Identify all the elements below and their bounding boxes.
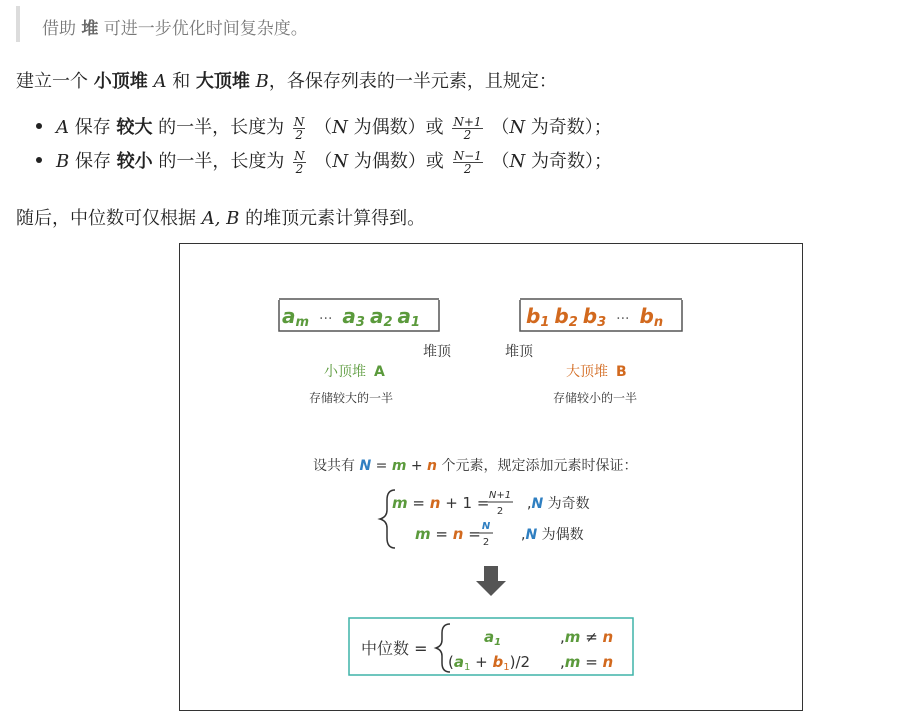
quote-text: 借助 堆 可进一步优化时间复杂度。 bbox=[42, 19, 308, 39]
case-even-frac-den: 2 bbox=[482, 537, 490, 548]
heap-b-elements: b1 b2 b3 ··· bn bbox=[526, 304, 664, 330]
heap-a-top-label: 堆顶 bbox=[423, 344, 451, 360]
bullet-heap-a: A 保存 较大 的一半，长度为 $\frac{N}{2}$ （N 为偶数）或 $\frac{N+1}{2}$ （N 为奇数）； bbox=[56, 114, 612, 142]
case-odd-frac-den: 2 bbox=[496, 506, 504, 517]
heap-a-name: 小顶堆 A bbox=[324, 364, 385, 380]
diagram-svg bbox=[180, 244, 802, 710]
case-odd-cond: ,N 为奇数 bbox=[527, 496, 590, 512]
rule-text: 设共有 N = m + n 个元素，规定添加元素时保证： bbox=[313, 458, 638, 474]
case-odd: m = n + 1 = bbox=[392, 494, 490, 512]
bullet-dot bbox=[36, 123, 42, 129]
case-even-cond: ,N 为偶数 bbox=[521, 527, 584, 543]
median-case-1-value: $a_1$ bbox=[484, 628, 502, 648]
case-even: m = n = bbox=[415, 525, 481, 543]
intro-paragraph: 建立一个 小顶堆 A 和 大顶堆 B，各保存列表的一半元素，且规定： bbox=[16, 71, 557, 92]
closing-paragraph: 随后，中位数可仅根据 A, B 的堆顶元素计算得到。 bbox=[16, 208, 426, 229]
case-odd-frac-num: N+1 bbox=[488, 490, 512, 501]
bullet-heap-b: B 保存 较小 的一半，长度为 $\frac{N}{2}$ （N 为偶数）或 $\frac{N-1}{2}$ （N 为奇数）； bbox=[56, 148, 613, 176]
median-case-1-cond: ,m ≠ n bbox=[560, 628, 614, 646]
heap-b-desc: 存储较小的一半 bbox=[553, 391, 638, 405]
heap-a-elements: am ··· a3 a2 a1 bbox=[282, 304, 421, 330]
median-case-2-value: $(a_1 + b_1)/2$ bbox=[448, 653, 531, 673]
heap-b-name: 大顶堆 B bbox=[566, 364, 627, 380]
case-even-frac-num: N bbox=[481, 521, 491, 532]
down-arrow-icon bbox=[476, 566, 506, 596]
heap-b-top-label: 堆顶 bbox=[505, 344, 533, 360]
tip-quote bbox=[16, 6, 720, 42]
median-label: 中位数 = bbox=[361, 639, 428, 658]
bullet-dot bbox=[36, 157, 42, 163]
median-case-2-cond: ,m = n bbox=[560, 653, 614, 671]
heap-a-desc: 存储较大的一半 bbox=[309, 391, 394, 405]
heap-median-diagram bbox=[179, 243, 803, 711]
